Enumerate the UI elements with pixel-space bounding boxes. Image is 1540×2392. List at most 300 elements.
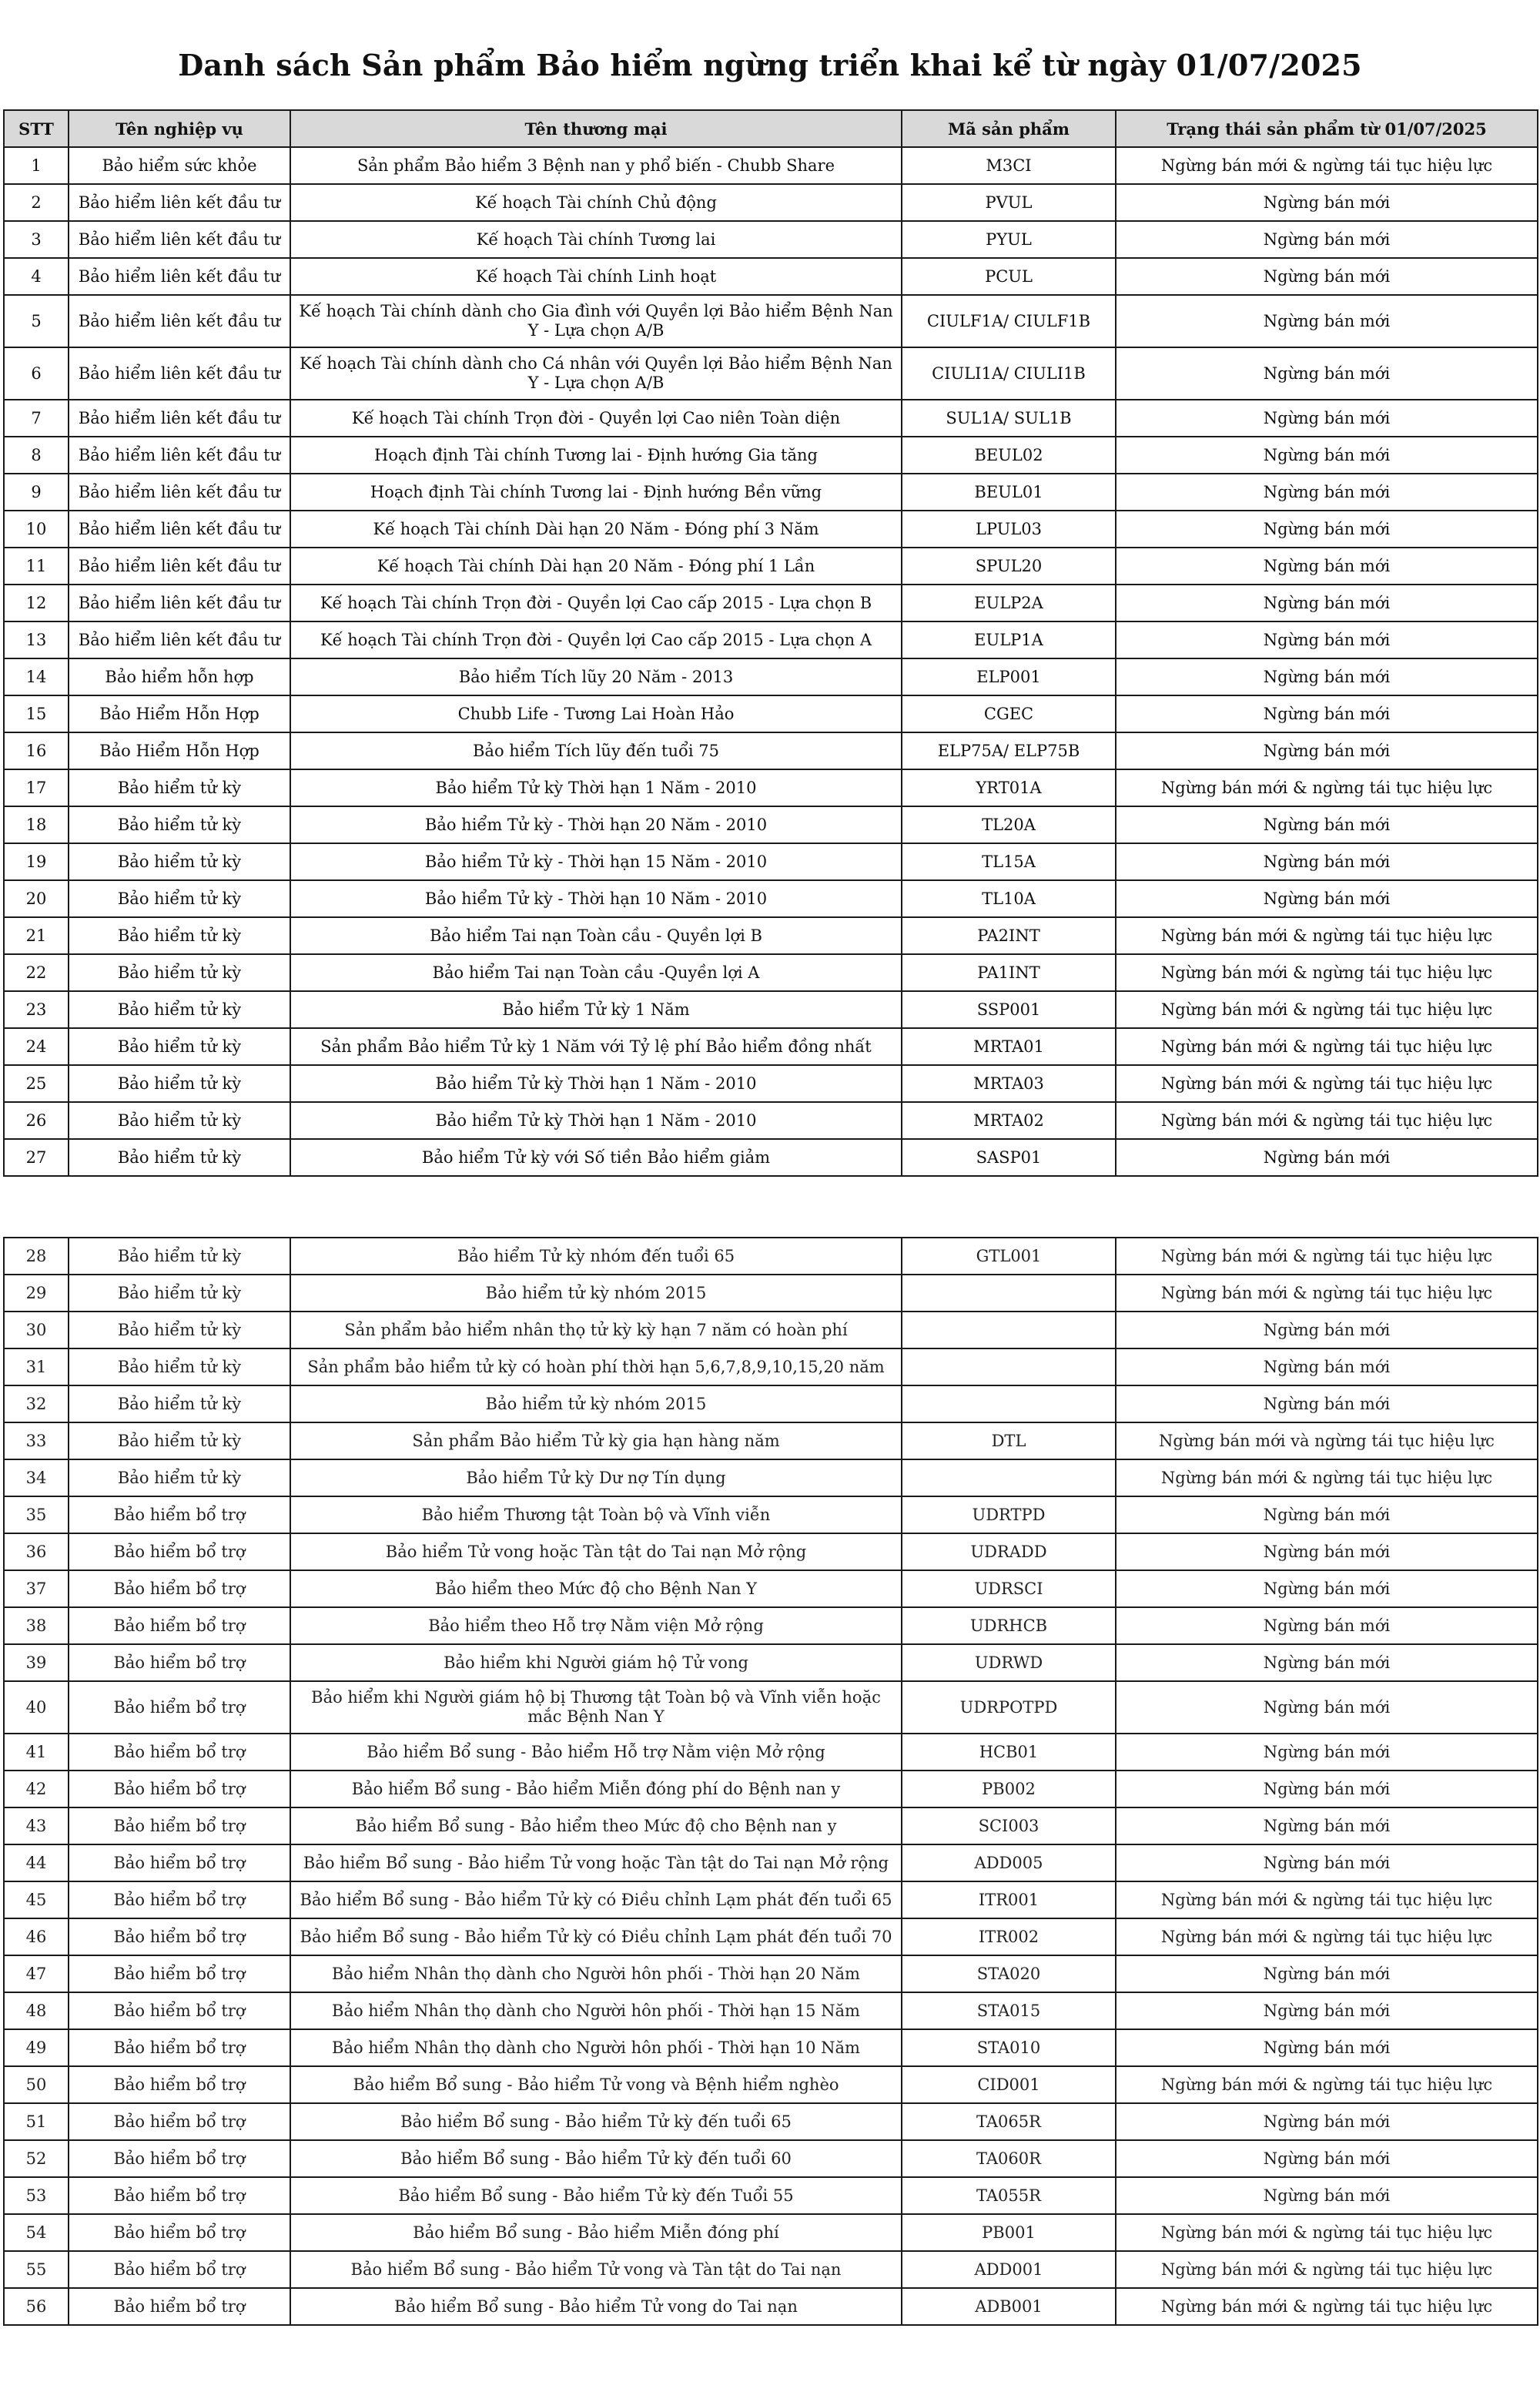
cell-trade-name: Bảo hiểm Bổ sung - Bảo hiểm Tử vong hoặc Tàn tật do Tai nạn Mở rộng: [290, 1844, 902, 1881]
cell-stt: 2: [4, 184, 69, 221]
table-row: [4, 1807, 1538, 1844]
cell-product-code: TA060R: [902, 2140, 1116, 2177]
cell-stt: 11: [4, 548, 69, 585]
cell-status: Ngừng bán mới: [1116, 1992, 1538, 2029]
table-row: [4, 1734, 1538, 1771]
table-row: [4, 1771, 1538, 1807]
cell-trade-name: Kế hoạch Tài chính Linh hoạt: [290, 258, 902, 295]
cell-product-code: BEUL02: [902, 437, 1116, 474]
cell-business-line: Bảo hiểm bổ trợ: [69, 1992, 290, 2029]
cell-product-code: PCUL: [902, 258, 1116, 295]
cell-product-code: ELP75A/ ELP75B: [902, 732, 1116, 769]
cell-product-code: [902, 1312, 1116, 1348]
cell-business-line: Bảo hiểm tử kỳ: [69, 954, 290, 991]
page-title: Danh sách Sản phẩm Bảo hiểm ngừng triển khai kể từ ngày 01/07/2025: [178, 48, 1362, 82]
cell-status: Ngừng bán mới & ngừng tái tục hiệu lực: [1116, 1881, 1538, 1918]
cell-stt: 18: [4, 806, 69, 843]
cell-business-line: Bảo Hiểm Hỗn Hợp: [69, 732, 290, 769]
cell-stt: 7: [4, 400, 69, 437]
cell-business-line: Bảo hiểm liên kết đầu tư: [69, 221, 290, 258]
cell-stt: 39: [4, 1644, 69, 1681]
cell-stt: 5: [4, 295, 69, 347]
cell-stt: 36: [4, 1533, 69, 1570]
cell-stt: 12: [4, 585, 69, 621]
cell-business-line: Bảo Hiểm Hỗn Hợp: [69, 695, 290, 732]
table-row: [4, 769, 1538, 806]
cell-business-line: Bảo hiểm bổ trợ: [69, 1496, 290, 1533]
cell-trade-name: Bảo hiểm Bổ sung - Bảo hiểm Tử kỳ đến tuổi 65: [290, 2103, 902, 2140]
cell-status: Ngừng bán mới: [1116, 843, 1538, 880]
cell-trade-name: Bảo hiểm Tử kỳ Thời hạn 1 Năm - 2010: [290, 1065, 902, 1102]
cell-stt: 49: [4, 2029, 69, 2066]
cell-status: Ngừng bán mới: [1116, 1385, 1538, 1422]
cell-trade-name: Bảo hiểm Bổ sung - Bảo hiểm Tử kỳ có Điều chỉnh Lạm phát đến tuổi 65: [290, 1881, 902, 1918]
cell-trade-name: Bảo hiểm Bổ sung - Bảo hiểm Tử kỳ đến tuổi 60: [290, 2140, 902, 2177]
cell-trade-name: Bảo hiểm theo Mức độ cho Bệnh Nan Y: [290, 1570, 902, 1607]
cell-business-line: Bảo hiểm tử kỳ: [69, 1028, 290, 1065]
cell-trade-name: Sản phẩm bảo hiểm nhân thọ tử kỳ kỳ hạn 7 năm có hoàn phí: [290, 1312, 902, 1348]
cell-business-line: Bảo hiểm liên kết đầu tư: [69, 184, 290, 221]
cell-product-code: STA020: [902, 1955, 1116, 1992]
table-row: [4, 2288, 1538, 2325]
cell-stt: 50: [4, 2066, 69, 2103]
cell-status: Ngừng bán mới: [1116, 1771, 1538, 1807]
table-row: [4, 1139, 1538, 1176]
cell-trade-name: Bảo hiểm theo Hỗ trợ Nằm viện Mở rộng: [290, 1607, 902, 1644]
cell-stt: 25: [4, 1065, 69, 1102]
cell-stt: 14: [4, 658, 69, 695]
header-row: [4, 110, 1538, 147]
cell-business-line: Bảo hiểm bổ trợ: [69, 2251, 290, 2288]
cell-status: Ngừng bán mới: [1116, 1312, 1538, 1348]
cell-trade-name: Bảo hiểm Thương tật Toàn bộ và Vĩnh viễn: [290, 1496, 902, 1533]
cell-trade-name: Hoạch định Tài chính Tương lai - Định hướng Bền vững: [290, 474, 902, 511]
cell-stt: 54: [4, 2214, 69, 2251]
cell-status: Ngừng bán mới: [1116, 400, 1538, 437]
cell-product-code: M3CI: [902, 147, 1116, 184]
table-row: [4, 184, 1538, 221]
cell-product-code: UDRADD: [902, 1533, 1116, 1570]
cell-trade-name: Kế hoạch Tài chính Trọn đời - Quyền lợi Cao cấp 2015 - Lựa chọn B: [290, 585, 902, 621]
cell-trade-name: Bảo hiểm Tai nạn Toàn cầu - Quyền lợi B: [290, 917, 902, 954]
cell-trade-name: Bảo hiểm Tử kỳ - Thời hạn 15 Năm - 2010: [290, 843, 902, 880]
cell-stt: 45: [4, 1881, 69, 1918]
cell-product-code: [902, 1275, 1116, 1312]
cell-stt: 3: [4, 221, 69, 258]
cell-product-code: ITR001: [902, 1881, 1116, 1918]
table-row: [4, 437, 1538, 474]
cell-business-line: Bảo hiểm tử kỳ: [69, 880, 290, 917]
cell-trade-name: Bảo hiểm Bổ sung - Bảo hiểm Tử vong và Bệnh hiểm nghèo: [290, 2066, 902, 2103]
cell-status: Ngừng bán mới: [1116, 258, 1538, 295]
cell-status: Ngừng bán mới: [1116, 221, 1538, 258]
cell-product-code: MRTA02: [902, 1102, 1116, 1139]
cell-business-line: Bảo hiểm tử kỳ: [69, 1238, 290, 1275]
table-row: [4, 548, 1538, 585]
table-row: [4, 1918, 1538, 1955]
table-row: [4, 658, 1538, 695]
table-row: [4, 295, 1538, 347]
cell-trade-name: Chubb Life - Tương Lai Hoàn Hảo: [290, 695, 902, 732]
cell-status: Ngừng bán mới & ngừng tái tục hiệu lực: [1116, 2066, 1538, 2103]
table-row: [4, 695, 1538, 732]
cell-status: Ngừng bán mới: [1116, 184, 1538, 221]
cell-status: Ngừng bán mới: [1116, 2177, 1538, 2214]
cell-product-code: STA010: [902, 2029, 1116, 2066]
cell-trade-name: Bảo hiểm Bổ sung - Bảo hiểm Miễn đóng phí do Bệnh nan y: [290, 1771, 902, 1807]
cell-trade-name: Bảo hiểm tử kỳ nhóm 2015: [290, 1275, 902, 1312]
cell-business-line: Bảo hiểm bổ trợ: [69, 2177, 290, 2214]
cell-business-line: Bảo hiểm liên kết đầu tư: [69, 621, 290, 658]
cell-product-code: [902, 1348, 1116, 1385]
table-row: [4, 474, 1538, 511]
cell-product-code: GTL001: [902, 1238, 1116, 1275]
cell-product-code: PB001: [902, 2214, 1116, 2251]
cell-trade-name: Bảo hiểm Tích lũy đến tuổi 75: [290, 732, 902, 769]
cell-status: Ngừng bán mới: [1116, 1844, 1538, 1881]
cell-stt: 30: [4, 1312, 69, 1348]
cell-status: Ngừng bán mới: [1116, 1139, 1538, 1176]
cell-trade-name: Kế hoạch Tài chính Chủ động: [290, 184, 902, 221]
table-row: [4, 2029, 1538, 2066]
cell-business-line: Bảo hiểm tử kỳ: [69, 806, 290, 843]
cell-business-line: Bảo hiểm liên kết đầu tư: [69, 347, 290, 400]
cell-business-line: Bảo hiểm bổ trợ: [69, 1607, 290, 1644]
cell-status: Ngừng bán mới: [1116, 1348, 1538, 1385]
cell-product-code: SCI003: [902, 1807, 1116, 1844]
cell-status: Ngừng bán mới: [1116, 2103, 1538, 2140]
cell-status: Ngừng bán mới & ngừng tái tục hiệu lực: [1116, 1238, 1538, 1275]
table-row: [4, 880, 1538, 917]
table-row: [4, 732, 1538, 769]
table-row: [4, 1533, 1538, 1570]
cell-stt: 23: [4, 991, 69, 1028]
cell-status: Ngừng bán mới: [1116, 474, 1538, 511]
table-row: [4, 2214, 1538, 2251]
cell-trade-name: Kế hoạch Tài chính dành cho Gia đình với Quyền lợi Bảo hiểm Bệnh Nan Y - Lựa chọn A/B: [290, 295, 902, 347]
cell-product-code: PB002: [902, 1771, 1116, 1807]
cell-product-code: ADD005: [902, 1844, 1116, 1881]
table-row: [4, 400, 1538, 437]
cell-product-code: EULP2A: [902, 585, 1116, 621]
table-row: [4, 347, 1538, 400]
table-row: [4, 2103, 1538, 2140]
table-row: [4, 1348, 1538, 1385]
table-row: [4, 1607, 1538, 1644]
table-row: [4, 1312, 1538, 1348]
cell-stt: 15: [4, 695, 69, 732]
cell-trade-name: Kế hoạch Tài chính dành cho Cá nhân với Quyền lợi Bảo hiểm Bệnh Nan Y - Lựa chọn A/B: [290, 347, 902, 400]
cell-product-code: [902, 1459, 1116, 1496]
cell-business-line: Bảo hiểm bổ trợ: [69, 1570, 290, 1607]
cell-product-code: DTL: [902, 1422, 1116, 1459]
cell-business-line: Bảo hiểm tử kỳ: [69, 991, 290, 1028]
cell-trade-name: Kế hoạch Tài chính Dài hạn 20 Năm - Đóng phí 1 Lần: [290, 548, 902, 585]
cell-status: Ngừng bán mới: [1116, 658, 1538, 695]
cell-trade-name: Bảo hiểm Nhân thọ dành cho Người hôn phối - Thời hạn 10 Năm: [290, 2029, 902, 2066]
cell-status: Ngừng bán mới & ngừng tái tục hiệu lực: [1116, 1102, 1538, 1139]
table-row: [4, 843, 1538, 880]
cell-trade-name: Bảo hiểm Tử kỳ Thời hạn 1 Năm - 2010: [290, 1102, 902, 1139]
cell-stt: 47: [4, 1955, 69, 1992]
cell-product-code: PA2INT: [902, 917, 1116, 954]
cell-status: Ngừng bán mới: [1116, 732, 1538, 769]
cell-business-line: Bảo hiểm tử kỳ: [69, 1139, 290, 1176]
cell-business-line: Bảo hiểm bổ trợ: [69, 2140, 290, 2177]
cell-status: Ngừng bán mới: [1116, 695, 1538, 732]
cell-trade-name: Bảo hiểm khi Người giám hộ bị Thương tật Toàn bộ và Vĩnh viễn hoặc mắc Bệnh Nan Y: [290, 1681, 902, 1734]
cell-trade-name: Kế hoạch Tài chính Trọn đời - Quyền lợi Cao niên Toàn diện: [290, 400, 902, 437]
cell-status: Ngừng bán mới: [1116, 1496, 1538, 1533]
cell-product-code: ADD001: [902, 2251, 1116, 2288]
cell-business-line: Bảo hiểm liên kết đầu tư: [69, 548, 290, 585]
cell-trade-name: Bảo hiểm Nhân thọ dành cho Người hôn phối - Thời hạn 20 Năm: [290, 1955, 902, 1992]
cell-stt: 40: [4, 1681, 69, 1734]
table-row: [4, 147, 1538, 184]
cell-stt: 13: [4, 621, 69, 658]
products-table-part-2: [3, 1237, 1538, 2326]
header-business-line: Tên nghiệp vụ: [69, 110, 290, 147]
cell-business-line: Bảo hiểm liên kết đầu tư: [69, 474, 290, 511]
cell-business-line: Bảo hiểm tử kỳ: [69, 1385, 290, 1422]
table-row: [4, 1844, 1538, 1881]
cell-trade-name: Bảo hiểm tử kỳ nhóm 2015: [290, 1385, 902, 1422]
cell-trade-name: Bảo hiểm Tai nạn Toàn cầu -Quyền lợi A: [290, 954, 902, 991]
cell-status: Ngừng bán mới: [1116, 347, 1538, 400]
cell-product-code: TL10A: [902, 880, 1116, 917]
cell-business-line: Bảo hiểm bổ trợ: [69, 1533, 290, 1570]
cell-product-code: MRTA03: [902, 1065, 1116, 1102]
table-row: [4, 221, 1538, 258]
cell-product-code: UDRHCB: [902, 1607, 1116, 1644]
cell-product-code: TA065R: [902, 2103, 1116, 2140]
cell-business-line: Bảo hiểm bổ trợ: [69, 1644, 290, 1681]
cell-trade-name: Sản phẩm Bảo hiểm Tử kỳ gia hạn hàng năm: [290, 1422, 902, 1459]
cell-status: Ngừng bán mới & ngừng tái tục hiệu lực: [1116, 1275, 1538, 1312]
cell-product-code: MRTA01: [902, 1028, 1116, 1065]
cell-status: Ngừng bán mới & ngừng tái tục hiệu lực: [1116, 147, 1538, 184]
cell-business-line: Bảo hiểm bổ trợ: [69, 2103, 290, 2140]
table-row: [4, 1028, 1538, 1065]
cell-status: Ngừng bán mới: [1116, 511, 1538, 548]
table-row: [4, 1681, 1538, 1734]
cell-product-code: PA1INT: [902, 954, 1116, 991]
table-row: [4, 1102, 1538, 1139]
cell-product-code: TL15A: [902, 843, 1116, 880]
table-row: [4, 954, 1538, 991]
cell-status: Ngừng bán mới & ngừng tái tục hiệu lực: [1116, 954, 1538, 991]
cell-status: Ngừng bán mới: [1116, 295, 1538, 347]
cell-stt: 55: [4, 2251, 69, 2288]
table-row: [4, 1238, 1538, 1275]
header-product-code: Mã sản phẩm: [902, 110, 1116, 147]
cell-business-line: Bảo hiểm liên kết đầu tư: [69, 585, 290, 621]
cell-status: Ngừng bán mới: [1116, 880, 1538, 917]
table-row: [4, 2140, 1538, 2177]
cell-product-code: STA015: [902, 1992, 1116, 2029]
cell-stt: 33: [4, 1422, 69, 1459]
cell-product-code: UDRSCI: [902, 1570, 1116, 1607]
cell-business-line: Bảo hiểm tử kỳ: [69, 1459, 290, 1496]
cell-status: Ngừng bán mới: [1116, 548, 1538, 585]
cell-product-code: PYUL: [902, 221, 1116, 258]
table-row: [4, 1570, 1538, 1607]
cell-trade-name: Sản phẩm Bảo hiểm Tử kỳ 1 Năm với Tỷ lệ phí Bảo hiểm đồng nhất: [290, 1028, 902, 1065]
header-stt: STT: [4, 110, 69, 147]
cell-trade-name: Bảo hiểm Tử kỳ nhóm đến tuổi 65: [290, 1238, 902, 1275]
cell-product-code: LPUL03: [902, 511, 1116, 548]
cell-stt: 52: [4, 2140, 69, 2177]
cell-stt: 4: [4, 258, 69, 295]
cell-business-line: Bảo hiểm bổ trợ: [69, 2288, 290, 2325]
cell-stt: 26: [4, 1102, 69, 1139]
cell-product-code: EULP1A: [902, 621, 1116, 658]
table-row: [4, 1644, 1538, 1681]
cell-status: Ngừng bán mới: [1116, 806, 1538, 843]
cell-trade-name: Bảo hiểm Tích lũy 20 Năm - 2013: [290, 658, 902, 695]
cell-stt: 37: [4, 1570, 69, 1607]
cell-business-line: Bảo hiểm bổ trợ: [69, 1734, 290, 1771]
cell-status: Ngừng bán mới & ngừng tái tục hiệu lực: [1116, 2251, 1538, 2288]
cell-stt: 44: [4, 1844, 69, 1881]
cell-status: Ngừng bán mới và ngừng tái tục hiệu lực: [1116, 1422, 1538, 1459]
table-row: [4, 2251, 1538, 2288]
table-row: [4, 1992, 1538, 2029]
table-row: [4, 991, 1538, 1028]
cell-business-line: Bảo hiểm bổ trợ: [69, 1771, 290, 1807]
cell-product-code: UDRWD: [902, 1644, 1116, 1681]
cell-stt: 24: [4, 1028, 69, 1065]
cell-business-line: Bảo hiểm tử kỳ: [69, 1312, 290, 1348]
cell-trade-name: Bảo hiểm Bổ sung - Bảo hiểm Hỗ trợ Nằm viện Mở rộng: [290, 1734, 902, 1771]
cell-product-code: TL20A: [902, 806, 1116, 843]
cell-stt: 53: [4, 2177, 69, 2214]
table-row: [4, 1422, 1538, 1459]
table-row: [4, 2066, 1538, 2103]
cell-business-line: Bảo hiểm bổ trợ: [69, 1807, 290, 1844]
table-row: [4, 1881, 1538, 1918]
cell-business-line: Bảo hiểm liên kết đầu tư: [69, 295, 290, 347]
cell-status: Ngừng bán mới: [1116, 1681, 1538, 1734]
table-row: [4, 1496, 1538, 1533]
cell-stt: 43: [4, 1807, 69, 1844]
cell-trade-name: Bảo hiểm Bổ sung - Bảo hiểm Tử kỳ có Điều chỉnh Lạm phát đến tuổi 70: [290, 1918, 902, 1955]
cell-trade-name: Bảo hiểm Tử kỳ - Thời hạn 10 Năm - 2010: [290, 880, 902, 917]
cell-status: Ngừng bán mới & ngừng tái tục hiệu lực: [1116, 769, 1538, 806]
cell-trade-name: Bảo hiểm Tử kỳ Thời hạn 1 Năm - 2010: [290, 769, 902, 806]
table-row: [4, 2177, 1538, 2214]
cell-business-line: Bảo hiểm liên kết đầu tư: [69, 437, 290, 474]
cell-status: Ngừng bán mới & ngừng tái tục hiệu lực: [1116, 1065, 1538, 1102]
cell-status: Ngừng bán mới & ngừng tái tục hiệu lực: [1116, 1918, 1538, 1955]
cell-stt: 28: [4, 1238, 69, 1275]
cell-business-line: Bảo hiểm tử kỳ: [69, 1065, 290, 1102]
cell-status: Ngừng bán mới: [1116, 1955, 1538, 1992]
cell-stt: 9: [4, 474, 69, 511]
cell-status: Ngừng bán mới & ngừng tái tục hiệu lực: [1116, 1028, 1538, 1065]
table-row: [4, 1459, 1538, 1496]
cell-business-line: Bảo hiểm sức khỏe: [69, 147, 290, 184]
header-status: Trạng thái sản phẩm từ 01/07/2025: [1116, 110, 1538, 147]
table-row: [4, 1385, 1538, 1422]
cell-status: Ngừng bán mới: [1116, 2140, 1538, 2177]
cell-product-code: ITR002: [902, 1918, 1116, 1955]
cell-business-line: Bảo hiểm bổ trợ: [69, 2214, 290, 2251]
cell-business-line: Bảo hiểm bổ trợ: [69, 2029, 290, 2066]
cell-stt: 1: [4, 147, 69, 184]
cell-stt: 38: [4, 1607, 69, 1644]
cell-business-line: Bảo hiểm liên kết đầu tư: [69, 400, 290, 437]
cell-trade-name: Bảo hiểm Bổ sung - Bảo hiểm theo Mức độ cho Bệnh nan y: [290, 1807, 902, 1844]
table-row: [4, 621, 1538, 658]
cell-status: Ngừng bán mới & ngừng tái tục hiệu lực: [1116, 991, 1538, 1028]
table-row: [4, 258, 1538, 295]
cell-product-code: ELP001: [902, 658, 1116, 695]
cell-status: Ngừng bán mới: [1116, 585, 1538, 621]
cell-stt: 21: [4, 917, 69, 954]
cell-stt: 56: [4, 2288, 69, 2325]
cell-product-code: [902, 1385, 1116, 1422]
cell-stt: 46: [4, 1918, 69, 1955]
cell-product-code: CGEC: [902, 695, 1116, 732]
cell-business-line: Bảo hiểm bổ trợ: [69, 1955, 290, 1992]
cell-business-line: Bảo hiểm bổ trợ: [69, 1844, 290, 1881]
cell-status: Ngừng bán mới: [1116, 437, 1538, 474]
cell-product-code: YRT01A: [902, 769, 1116, 806]
cell-trade-name: Bảo hiểm Bổ sung - Bảo hiểm Tử vong và Tàn tật do Tai nạn: [290, 2251, 902, 2288]
cell-business-line: Bảo hiểm bổ trợ: [69, 2066, 290, 2103]
cell-status: Ngừng bán mới: [1116, 1607, 1538, 1644]
cell-status: Ngừng bán mới: [1116, 621, 1538, 658]
cell-product-code: SASP01: [902, 1139, 1116, 1176]
cell-trade-name: Bảo hiểm Tử kỳ với Số tiền Bảo hiểm giảm: [290, 1139, 902, 1176]
cell-stt: 42: [4, 1771, 69, 1807]
cell-business-line: Bảo hiểm bổ trợ: [69, 1881, 290, 1918]
cell-stt: 51: [4, 2103, 69, 2140]
cell-trade-name: Sản phẩm Bảo hiểm 3 Bệnh nan y phổ biến - Chubb Share: [290, 147, 902, 184]
cell-product-code: CID001: [902, 2066, 1116, 2103]
cell-stt: 34: [4, 1459, 69, 1496]
cell-stt: 35: [4, 1496, 69, 1533]
cell-business-line: Bảo hiểm hỗn hợp: [69, 658, 290, 695]
cell-business-line: Bảo hiểm tử kỳ: [69, 1348, 290, 1385]
table-row: [4, 806, 1538, 843]
table-row: [4, 585, 1538, 621]
cell-business-line: Bảo hiểm liên kết đầu tư: [69, 511, 290, 548]
cell-stt: 17: [4, 769, 69, 806]
cell-stt: 32: [4, 1385, 69, 1422]
cell-status: Ngừng bán mới: [1116, 1533, 1538, 1570]
cell-stt: 29: [4, 1275, 69, 1312]
header-trade-name: Tên thương mại: [290, 110, 902, 147]
cell-status: Ngừng bán mới & ngừng tái tục hiệu lực: [1116, 1459, 1538, 1496]
cell-status: Ngừng bán mới: [1116, 2029, 1538, 2066]
cell-status: Ngừng bán mới: [1116, 1644, 1538, 1681]
cell-stt: 10: [4, 511, 69, 548]
cell-business-line: Bảo hiểm tử kỳ: [69, 1422, 290, 1459]
cell-business-line: Bảo hiểm tử kỳ: [69, 1102, 290, 1139]
cell-trade-name: Kế hoạch Tài chính Tương lai: [290, 221, 902, 258]
cell-status: Ngừng bán mới & ngừng tái tục hiệu lực: [1116, 2288, 1538, 2325]
table-row: [4, 1275, 1538, 1312]
cell-stt: 8: [4, 437, 69, 474]
cell-status: Ngừng bán mới: [1116, 1807, 1538, 1844]
products-table-part-1: [3, 109, 1538, 1177]
cell-trade-name: Kế hoạch Tài chính Trọn đời - Quyền lợi Cao cấp 2015 - Lựa chọn A: [290, 621, 902, 658]
cell-trade-name: Bảo hiểm Tử kỳ 1 Năm: [290, 991, 902, 1028]
cell-stt: 16: [4, 732, 69, 769]
cell-product-code: BEUL01: [902, 474, 1116, 511]
